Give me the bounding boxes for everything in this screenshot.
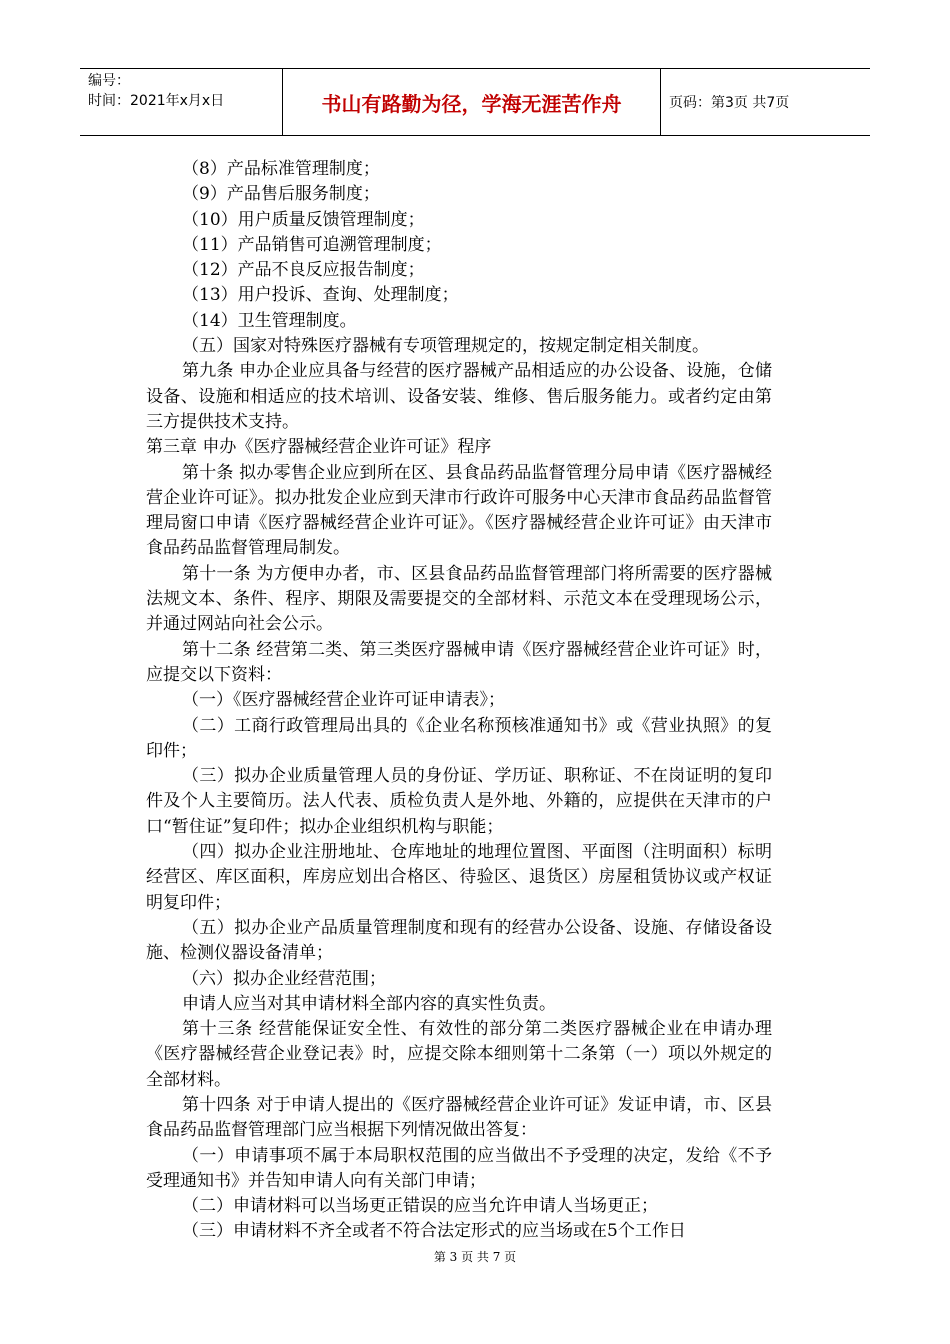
paragraph: 第十三条 经营能保证安全性、有效性的部分第二类医疗器械企业在申请办理《医疗器械经营企业登记表》时，应提交除本细则第十二条第（一）项以外规定的全部材料。 bbox=[146, 1019, 772, 1090]
paragraph: （10）用户质量反馈管理制度； bbox=[182, 209, 425, 230]
paragraph: 第十四条 对于申请人提出的《医疗器械经营企业许可证》发证申请，市、区县食品药品监督管理部门应当根据下列情况做出答复： bbox=[146, 1094, 772, 1141]
paragraph: （14）卫生管理制度。 bbox=[182, 310, 357, 331]
paragraph: 第九条 申办企业应具备与经营的医疗器械产品相适应的办公设备、设施，仓储设备、设施和相适应的技术培训、设备安装、维修、售后服务能力。或者约定由第三方提供技术支持。 bbox=[146, 361, 772, 432]
paragraph: （五）国家对特殊医疗器械有专项管理规定的，按规定制定相关制度。 bbox=[182, 336, 709, 357]
paragraph: （六）拟办企业经营范围； bbox=[182, 968, 386, 989]
paragraph: （13）用户投诉、查询、处理制度； bbox=[182, 285, 459, 306]
paragraph: 第十一条 为方便申办者，市、区县食品药品监督管理部门将所需要的医疗器械法规文本、条件、程序、期限及需要提交的全部材料、示范文本在受理现场公示，并通过网站向社会公示。 bbox=[146, 563, 772, 635]
chapter-heading: 第三章 申办《医疗器械经营企业许可证》程序 bbox=[146, 437, 492, 458]
paragraph: （9）产品售后服务制度； bbox=[182, 184, 380, 205]
paragraph: （五）拟办企业产品质量管理制度和现有的经营办公设备、设施、存储设备设施、检测仪器设备清单； bbox=[146, 917, 772, 964]
paragraph: （8）产品标准管理制度； bbox=[182, 159, 380, 179]
paragraph: （二）申请材料可以当场更正错误的应当允许申请人当场更正； bbox=[182, 1196, 658, 1217]
page-footer: 第 3 页 共 7 页 bbox=[433, 1250, 517, 1264]
paragraph: 申请人应当对其申请材料全部内容的真实性负责。 bbox=[182, 993, 556, 1014]
paragraph: （11）产品销售可追溯管理制度； bbox=[182, 234, 442, 255]
paragraph: （一）《医疗器械经营企业许可证申请表》； bbox=[182, 690, 505, 711]
paragraph: （三）拟办企业质量管理人员的身份证、学历证、职称证、不在岗证明的复印件及个人主要简历。法人代表、质检负责人是外地、外籍的，应提供在天津市的户口“暂住证”复印件；拟办企业组织机构与职能； bbox=[146, 766, 772, 837]
header-table bbox=[80, 68, 870, 136]
paragraph: 第十二条 经营第二类、第三类医疗器械申请《医疗器械经营企业许可证》时，应提交以下资料： bbox=[146, 639, 772, 685]
header-motto: 书山有路勤为径，学海无涯苦作舟 bbox=[283, 69, 661, 135]
paragraph: 第十条 拟办零售企业应到所在区、县食品药品监督管理分局申请《医疗器械经营企业许可证》。拟办批发企业应到天津市行政许可服务中心天津市食品药品监督管理局窗口申请《医疗器械经营企业许可证》。《医疗器械经营企业许可证》由天津市食品药品监督管理局制发。 bbox=[146, 462, 772, 559]
number-label: 编号： bbox=[88, 73, 130, 89]
document-body bbox=[146, 157, 772, 1245]
header-page-label: 页码：第3页 共7页 bbox=[669, 95, 790, 111]
paragraph: （一）申请事项不属于本局职权范围的应当做出不予受理的决定，发给《不予受理通知书》并告知申请人向有关部门申请； bbox=[146, 1145, 772, 1191]
paragraph: （12）产品不良反应报告制度； bbox=[182, 260, 425, 281]
header-meta bbox=[80, 69, 283, 135]
paragraph: （三）申请材料不齐全或者不符合法定形式的应当场或在5个工作日 bbox=[182, 1221, 686, 1242]
time-label: 时间：2021年x月x日 bbox=[88, 93, 225, 109]
paragraph: （四）拟办企业注册地址、仓库地址的地理位置图、平面图（注明面积）标明经营区、库区面积，库房应划出合格区、待验区、退货区）房屋租赁协议或产权证明复印件； bbox=[146, 842, 772, 913]
paragraph: （二）工商行政管理局出具的《企业名称预核准通知书》或《营业执照》的复印件； bbox=[146, 715, 772, 761]
